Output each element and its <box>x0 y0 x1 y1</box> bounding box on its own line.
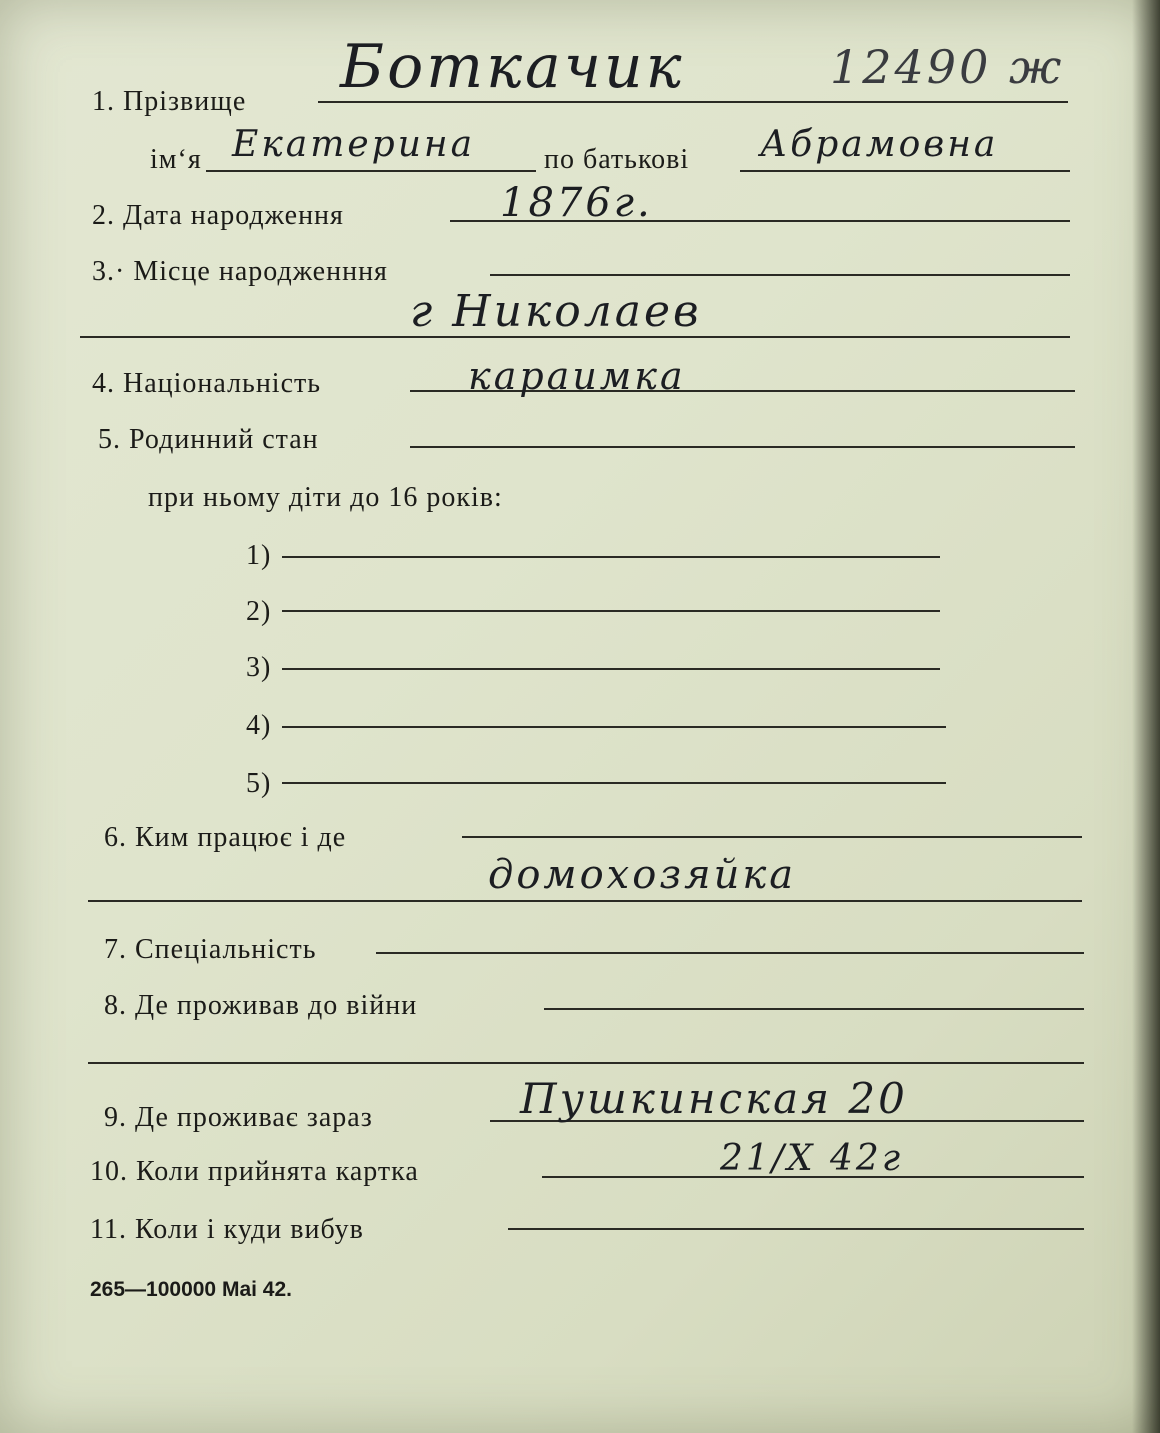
birth-place-label: 3.· Місце народженння <box>92 256 388 287</box>
current-residence-label: 9. Де проживає зараз <box>104 1102 373 1133</box>
prewar-residence-label: 8. Де проживав до війни <box>104 990 418 1021</box>
work-handwritten: домохозяйка <box>488 852 797 898</box>
nationality-handwritten: караимка <box>468 354 686 398</box>
child-slot-2: 2) <box>246 596 272 627</box>
children-label: при ньому діти до 16 років: <box>148 482 503 513</box>
work-label: 6. Ким працює і де <box>104 822 347 853</box>
child-slot-5: 5) <box>246 768 272 799</box>
marital-status-line <box>410 446 1075 448</box>
child-line-2 <box>282 610 940 612</box>
surname-handwritten: Боткачик <box>340 32 685 102</box>
child-slot-4: 4) <box>246 710 272 741</box>
departure-line <box>508 1228 1084 1230</box>
patronymic-line <box>740 170 1070 172</box>
first-name-label: ім‘я <box>150 144 202 175</box>
birth-date-handwritten: 1876г. <box>500 180 653 226</box>
print-code: 265—100000 Mai 42. <box>90 1278 292 1301</box>
departure-label: 11. Коли і куди вибув <box>90 1214 364 1245</box>
card-edge-shadow <box>1132 0 1160 1433</box>
card-accepted-label: 10. Коли прийнята картка <box>90 1156 419 1187</box>
child-line-5 <box>282 782 946 784</box>
birth-place-handwritten: г Николаев <box>410 286 702 337</box>
child-line-3 <box>282 668 940 670</box>
current-residence-handwritten: Пушкинская 20 <box>520 1074 908 1123</box>
work-line-1 <box>462 836 1082 838</box>
patronymic-label: по батькові <box>544 144 690 175</box>
first-name-handwritten: Екатерина <box>232 124 476 165</box>
marital-status-label: 5. Родинний стан <box>98 424 319 455</box>
child-line-4 <box>282 726 946 728</box>
nationality-label: 4. Національність <box>92 368 322 399</box>
child-slot-3: 3) <box>246 652 272 683</box>
child-slot-1: 1) <box>246 540 272 571</box>
work-line-2 <box>88 900 1082 902</box>
specialty-label: 7. Спеціальність <box>104 934 317 965</box>
birth-place-line-1 <box>490 274 1070 276</box>
card-accepted-handwritten: 21/X 42г <box>720 1138 904 1179</box>
prewar-residence-line-1 <box>544 1008 1084 1010</box>
surname-label: 1. Прізвище <box>92 86 247 117</box>
patronymic-handwritten: Абрамовна <box>760 124 999 165</box>
prewar-residence-line-2 <box>88 1062 1084 1064</box>
child-line-1 <box>282 556 940 558</box>
first-name-line <box>206 170 536 172</box>
specialty-line <box>376 952 1084 954</box>
birth-date-label: 2. Дата народження <box>92 200 344 231</box>
card-number-pencil: 12490 ж <box>830 40 1065 94</box>
